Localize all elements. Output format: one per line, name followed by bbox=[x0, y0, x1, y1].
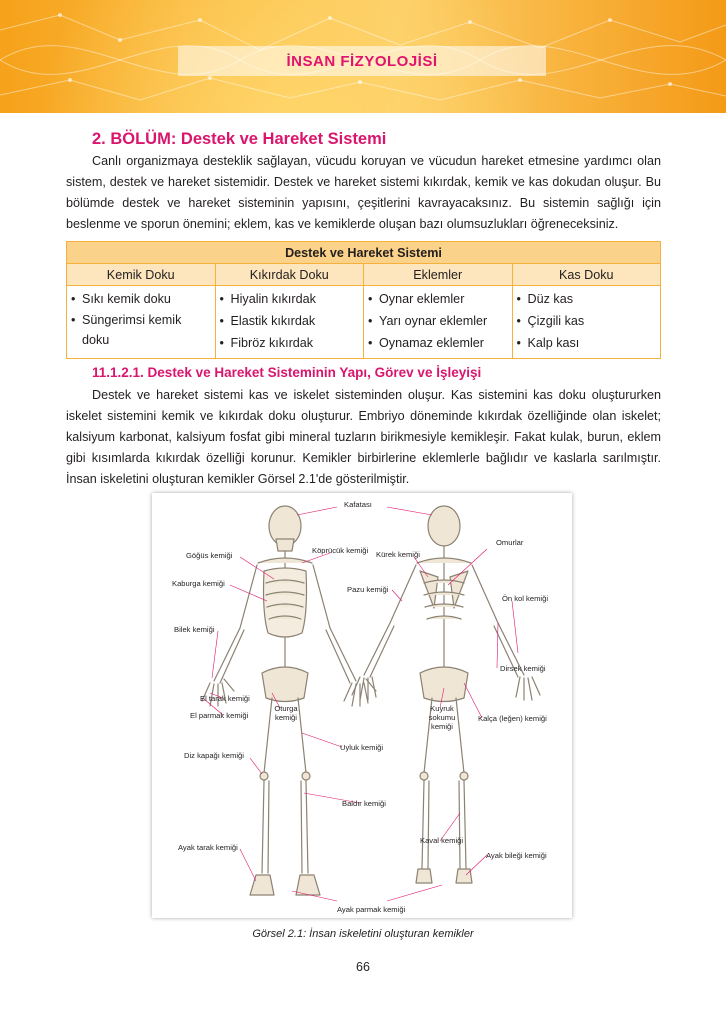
table-cell-kas bbox=[512, 286, 661, 359]
label-eltarak: El tarak kemiği bbox=[200, 694, 250, 703]
table-header-kikirdak: Kıkırdak Doku bbox=[215, 264, 364, 286]
table-cell-kikirdak bbox=[215, 286, 364, 359]
label-kopurcuk: Köprücük kemiği bbox=[312, 546, 369, 555]
label-kurek: Kürek kemiği bbox=[376, 550, 420, 559]
page-number: 66 bbox=[356, 960, 370, 974]
table-caption: Destek ve Hareket Sistemi bbox=[67, 242, 661, 264]
label-kalca: Kalça (leğen) kemiği bbox=[478, 714, 547, 723]
label-kafatasi: Kafatası bbox=[344, 500, 372, 509]
list-item: • Elastik kıkırdak bbox=[220, 310, 360, 332]
table-header-kas: Kas Doku bbox=[512, 264, 661, 286]
table-cell-kemik bbox=[67, 286, 216, 359]
skeleton-figure bbox=[152, 493, 572, 918]
header-title: İNSAN FİZYOLOJİSİ bbox=[286, 52, 438, 70]
label-dizkapagi: Diz kapağı kemiği bbox=[184, 751, 244, 760]
subsection-title: 11.1.2.1. Destek ve Hareket Sisteminin Yapı, Görev ve İşleyişi bbox=[92, 365, 482, 380]
intro-paragraph bbox=[66, 151, 661, 235]
label-ayaktarak: Ayak tarak kemiği bbox=[178, 843, 238, 852]
table-cell-eklemler bbox=[364, 286, 513, 359]
list-item: • Oynar eklemler bbox=[368, 288, 508, 310]
list-item: • Çizgili kas bbox=[517, 310, 657, 332]
figure-caption: Görsel 2.1: İnsan iskeletini oluşturan kemikler bbox=[252, 928, 474, 940]
list-item: • Kalp kası bbox=[517, 332, 657, 354]
label-oturga: Oturga kemiği bbox=[274, 704, 298, 722]
list-item: • Yarı oynar eklemler bbox=[368, 310, 508, 332]
label-kaburga: Kaburga kemiği bbox=[172, 579, 225, 588]
header-banner bbox=[0, 0, 726, 113]
support-movement-table bbox=[66, 241, 661, 359]
label-gogus: Göğüs kemiği bbox=[186, 551, 233, 560]
section-title: 2. BÖLÜM: Destek ve Hareket Sistemi bbox=[92, 130, 387, 148]
label-kuyruk: Kuyruk sokumu kemiği bbox=[428, 704, 456, 731]
label-onkol: Ön kol kemiği bbox=[502, 594, 549, 603]
label-baldir: Baldır kemiği bbox=[342, 799, 386, 808]
label-ayakparmak: Ayak parmak kemiği bbox=[337, 905, 406, 914]
header-title-box bbox=[178, 46, 546, 76]
label-bilek: Bilek kemiği bbox=[174, 625, 215, 634]
label-ayakbilegi: Ayak bileği kemiği bbox=[486, 851, 547, 860]
table-header-eklemler: Eklemler bbox=[364, 264, 513, 286]
list-item: • Düz kas bbox=[517, 288, 657, 310]
label-kaval: Kaval kemiği bbox=[420, 836, 464, 845]
label-dirsek: Dirsek kemiği bbox=[500, 664, 546, 673]
list-item: • Hiyalin kıkırdak bbox=[220, 288, 360, 310]
subsection-paragraph bbox=[66, 385, 661, 490]
label-elparmak: El parmak kemiği bbox=[190, 711, 249, 720]
label-pazu: Pazu kemiği bbox=[347, 585, 389, 594]
list-item: • Sıkı kemik doku bbox=[71, 288, 211, 310]
list-item: • Fibröz kıkırdak bbox=[220, 332, 360, 354]
list-item: • Oynamaz eklemler bbox=[368, 332, 508, 354]
table-header-kemik: Kemik Doku bbox=[67, 264, 216, 286]
subsection-text: Destek ve hareket sistemi kas ve iskelet sisteminden oluşur. Kas sistemini kas doku oluştururken iskelet sistemini kemik ve kıkırdak doku oluşturur. Embriyo döneminde kıkırdak özelliğinde olan iskelet; kalsiyum karbonat, kalsiyum fosfat gibi mineral tuzların birikmesiyle kemikleşir. Fakat kulak, burun, eklem gibi kısımlarda kıkırdak özelliği korunur. Kemikler birbirlerine eklemlerle bağlıdır ve kaslarla sarılmıştır. İnsan iskeletini oluşturan kemikler Görsel 2.1'de gösterilmiştir. bbox=[66, 388, 661, 486]
label-uyluk: Uyluk kemiği bbox=[340, 743, 384, 752]
list-item: • Süngerimsi kemik doku bbox=[71, 310, 211, 350]
intro-text: Canlı organizmaya desteklik sağlayan, vücudu koruyan ve vücudun hareket etmesine yardımcı olan sistem, destek ve hareket sistemidir. Destek ve hareket sistemi kıkırdak, kemik ve kas dokudan oluşur. Bu bölümde destek ve hareket sisteminin yapısını, çeşitlerini kavrayacaksınız. Bu sistemin sağlığı için beslenme ve sporun önemini; eklem, kas ve kemiklerde oluşan bazı olumsuzlukları öğreneceksiniz. bbox=[66, 154, 661, 231]
label-omurlar: Omurlar bbox=[496, 538, 524, 547]
